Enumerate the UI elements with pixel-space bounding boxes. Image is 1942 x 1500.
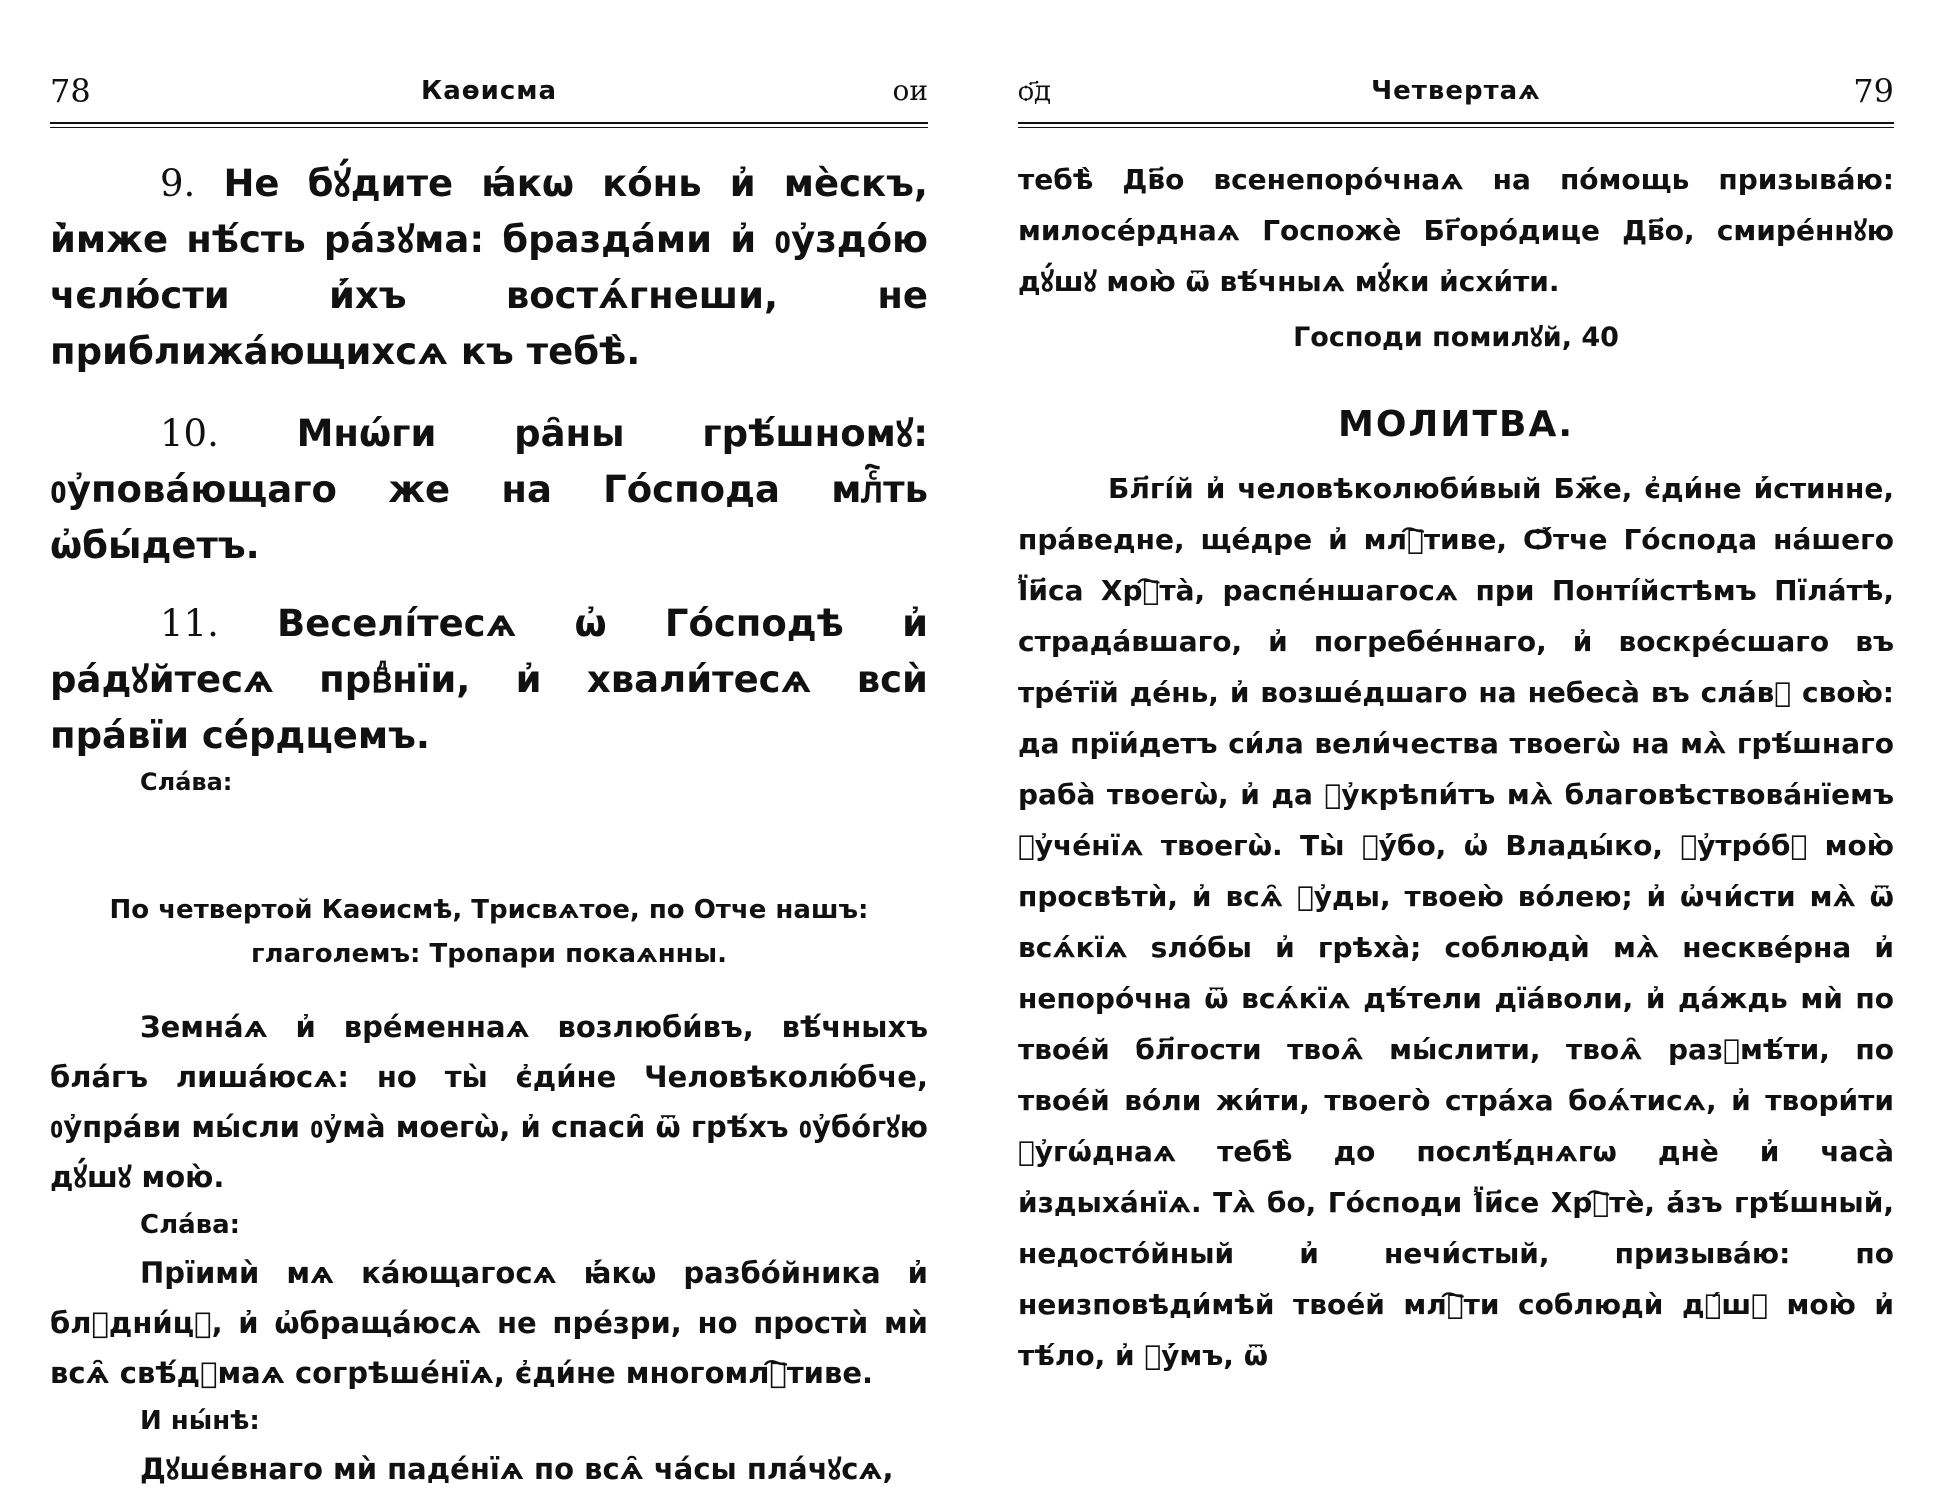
troparion: Дꙋше́внаго мѝ паде́нїѧ по всѧ̑ ча́сы пла́чꙋсѧ, [140,1452,894,1486]
slavonic-page-number: ѻ҃д [1018,74,1052,107]
verse-9: 9. Не бꙋ́дите ꙗ́кѡ ко́нь и҆ мѐскъ, и҆̀мже нѣ́сть ра́зꙋма: бразда́ми и҆ ᲂу҆здо́ю чєлю́сти и҆́хъ востѧ́гнеши, не приближа́ющихсѧ къ тебѣ̀. [50,162,928,373]
prayer-text: Бл҃гі́й и҆ человѣколюби́вый Бж҃е, є҆ди́не и҆́стинне, пра́ведне, ще́дре и҆ млⷭ҇тиве, Ѻ҆́тче Го́спода на́шего Ї҆и҃са Хрⷭ҇та̀, распе́ншагосѧ при Понті́йстѣмъ Пїла́тѣ, страда́вшаго, и҆ погребе́ннаго, и҆ воскре́сшаго въ тре́тїй де́нь, и҆ возше́дшаго на небеса̀ въ сла́вꙋ свою̀: да прїи́детъ си́ла вели́чества твоегѡ̀ на мѧ̀ грѣ́шнаго раба̀ твоегѡ̀, и҆ да ᲂу҆крѣпи́тъ мѧ̀ благовѣствова́нїемъ ᲂу҆че́нїѧ твоегѡ̀. Ты̀ ᲂу҆́бо, ѡ҆ Влады́ко, ᲂу҆тро́бꙋ мою̀ просвѣтѝ, и҆ всѧ̑ ᲂу҆ды, твоею̀ во́лею; и҆ ѡ҆чи́сти мѧ̀ ѿ всѧ́кїѧ ѕло́бы и҆ грѣха̀; соблюдѝ мѧ̀ нескве́рна и҆ непоро́чна ѿ всѧ́кїѧ дѣ́тели дїа́воли, и҆ да́ждь мѝ по твое́й бл҃гости твоѧ̑ мы́слити, твоѧ̑ разꙋмѣ́ти, по твое́й во́ли жи́ти, твоего̀ стра́ха боѧ́тисѧ, и҆ твори́ти ᲂу҆гѡ́днаѧ тебѣ̀ до послѣ́днѧгѡ днѐ и҆ часа̀ и҆здыха́нїѧ. Тѧ̀ бо, Го́споди Ї҆и҃се Хрⷭ҇тѐ, а҆́зъ грѣ́шный, недосто́йный и҆ нечи́стый, призыва́ю: по неизповѣди́мѣй твое́й млⷭ҇ти соблюдѝ дꙋ́шꙋ мою̀ и҆ тѣ́ло, и҆ ᲂу҆́мъ, ѿ [1018,472,1894,1372]
theotokion-continuation: тебѣ̀ Дв҃о всенепоро́чнаѧ на по́мощь призыва́ю: милосе́рднаѧ Госпожѐ Бг҃оро́дице Дв҃о, смире́ннꙋю дꙋ́шꙋ мою̀ ѿ вѣ́чныѧ мꙋ́ки и҆схи́ти. [1018,163,1894,298]
slava-label: Сла́ва: [140,1210,241,1240]
running-header [1018,72,1894,112]
slavonic-page-number: ои [892,74,928,107]
right-page [971,0,1942,1500]
header-rule [50,122,928,128]
i-nyne-label: И ны́нѣ: [140,1406,260,1436]
page-number: 78 [50,72,91,110]
troparion: Прїимѝ мѧ ка́ющагосѧ ꙗ҆́кѡ разбо́йника и҆ бл꙯дни́цꙋ, и҆ ѡ҆браща́юсѧ не пре́зри, но простѝ мѝ всѧ̑ свѣ́дꙋмаѧ согрѣше́нїѧ, є҆ди́не многомлⷭ҇тиве. [50,1256,928,1390]
gospodi-pomilui: Господи помилꙋй, 40 [1293,322,1619,353]
verse-10: 10. Мнѡ́ги ра̑ны грѣ́шномꙋ: ᲂу҆пова́ющаго же на Го́спода млⷭ҇ть ѡ҆бы́детъ. [50,412,929,567]
running-title: Четвертаѧ [1371,76,1541,106]
verse-11: 11. Веселі́тесѧ ѡ҆ Го́сподѣ и҆ ра́дꙋйтесѧ првⷣнїи, и҆ хвали́тесѧ всѝ пра́вїи се́рдцемъ. [50,602,928,757]
slava-label: Сла́ва: [140,768,233,796]
page-number: 79 [1853,72,1894,110]
running-title: Каѳисма [420,76,558,106]
prayer-heading: МОЛИТВА. [1338,404,1574,445]
troparion: Земна́ѧ и҆ вре́меннаѧ возлюби́въ, вѣ́чныхъ бла́гъ лиша́юсѧ: но ты̀ є҆ди́не Человѣколю́бче, ᲂу҆пра́ви мы́сли ᲂу҆ма̀ моегѡ̀, и҆ спаси̑ ѿ грѣ́хъ ᲂу҆бо́гꙋю дꙋ́шꙋ мою̀. [50,1010,928,1194]
rubric: По четвертой Каѳисмѣ, Трисвѧтое, по Отче нашъ: глаголемъ: Тропари покаѧнны. [109,895,869,969]
header-rule [1018,122,1894,128]
running-header [50,72,928,112]
